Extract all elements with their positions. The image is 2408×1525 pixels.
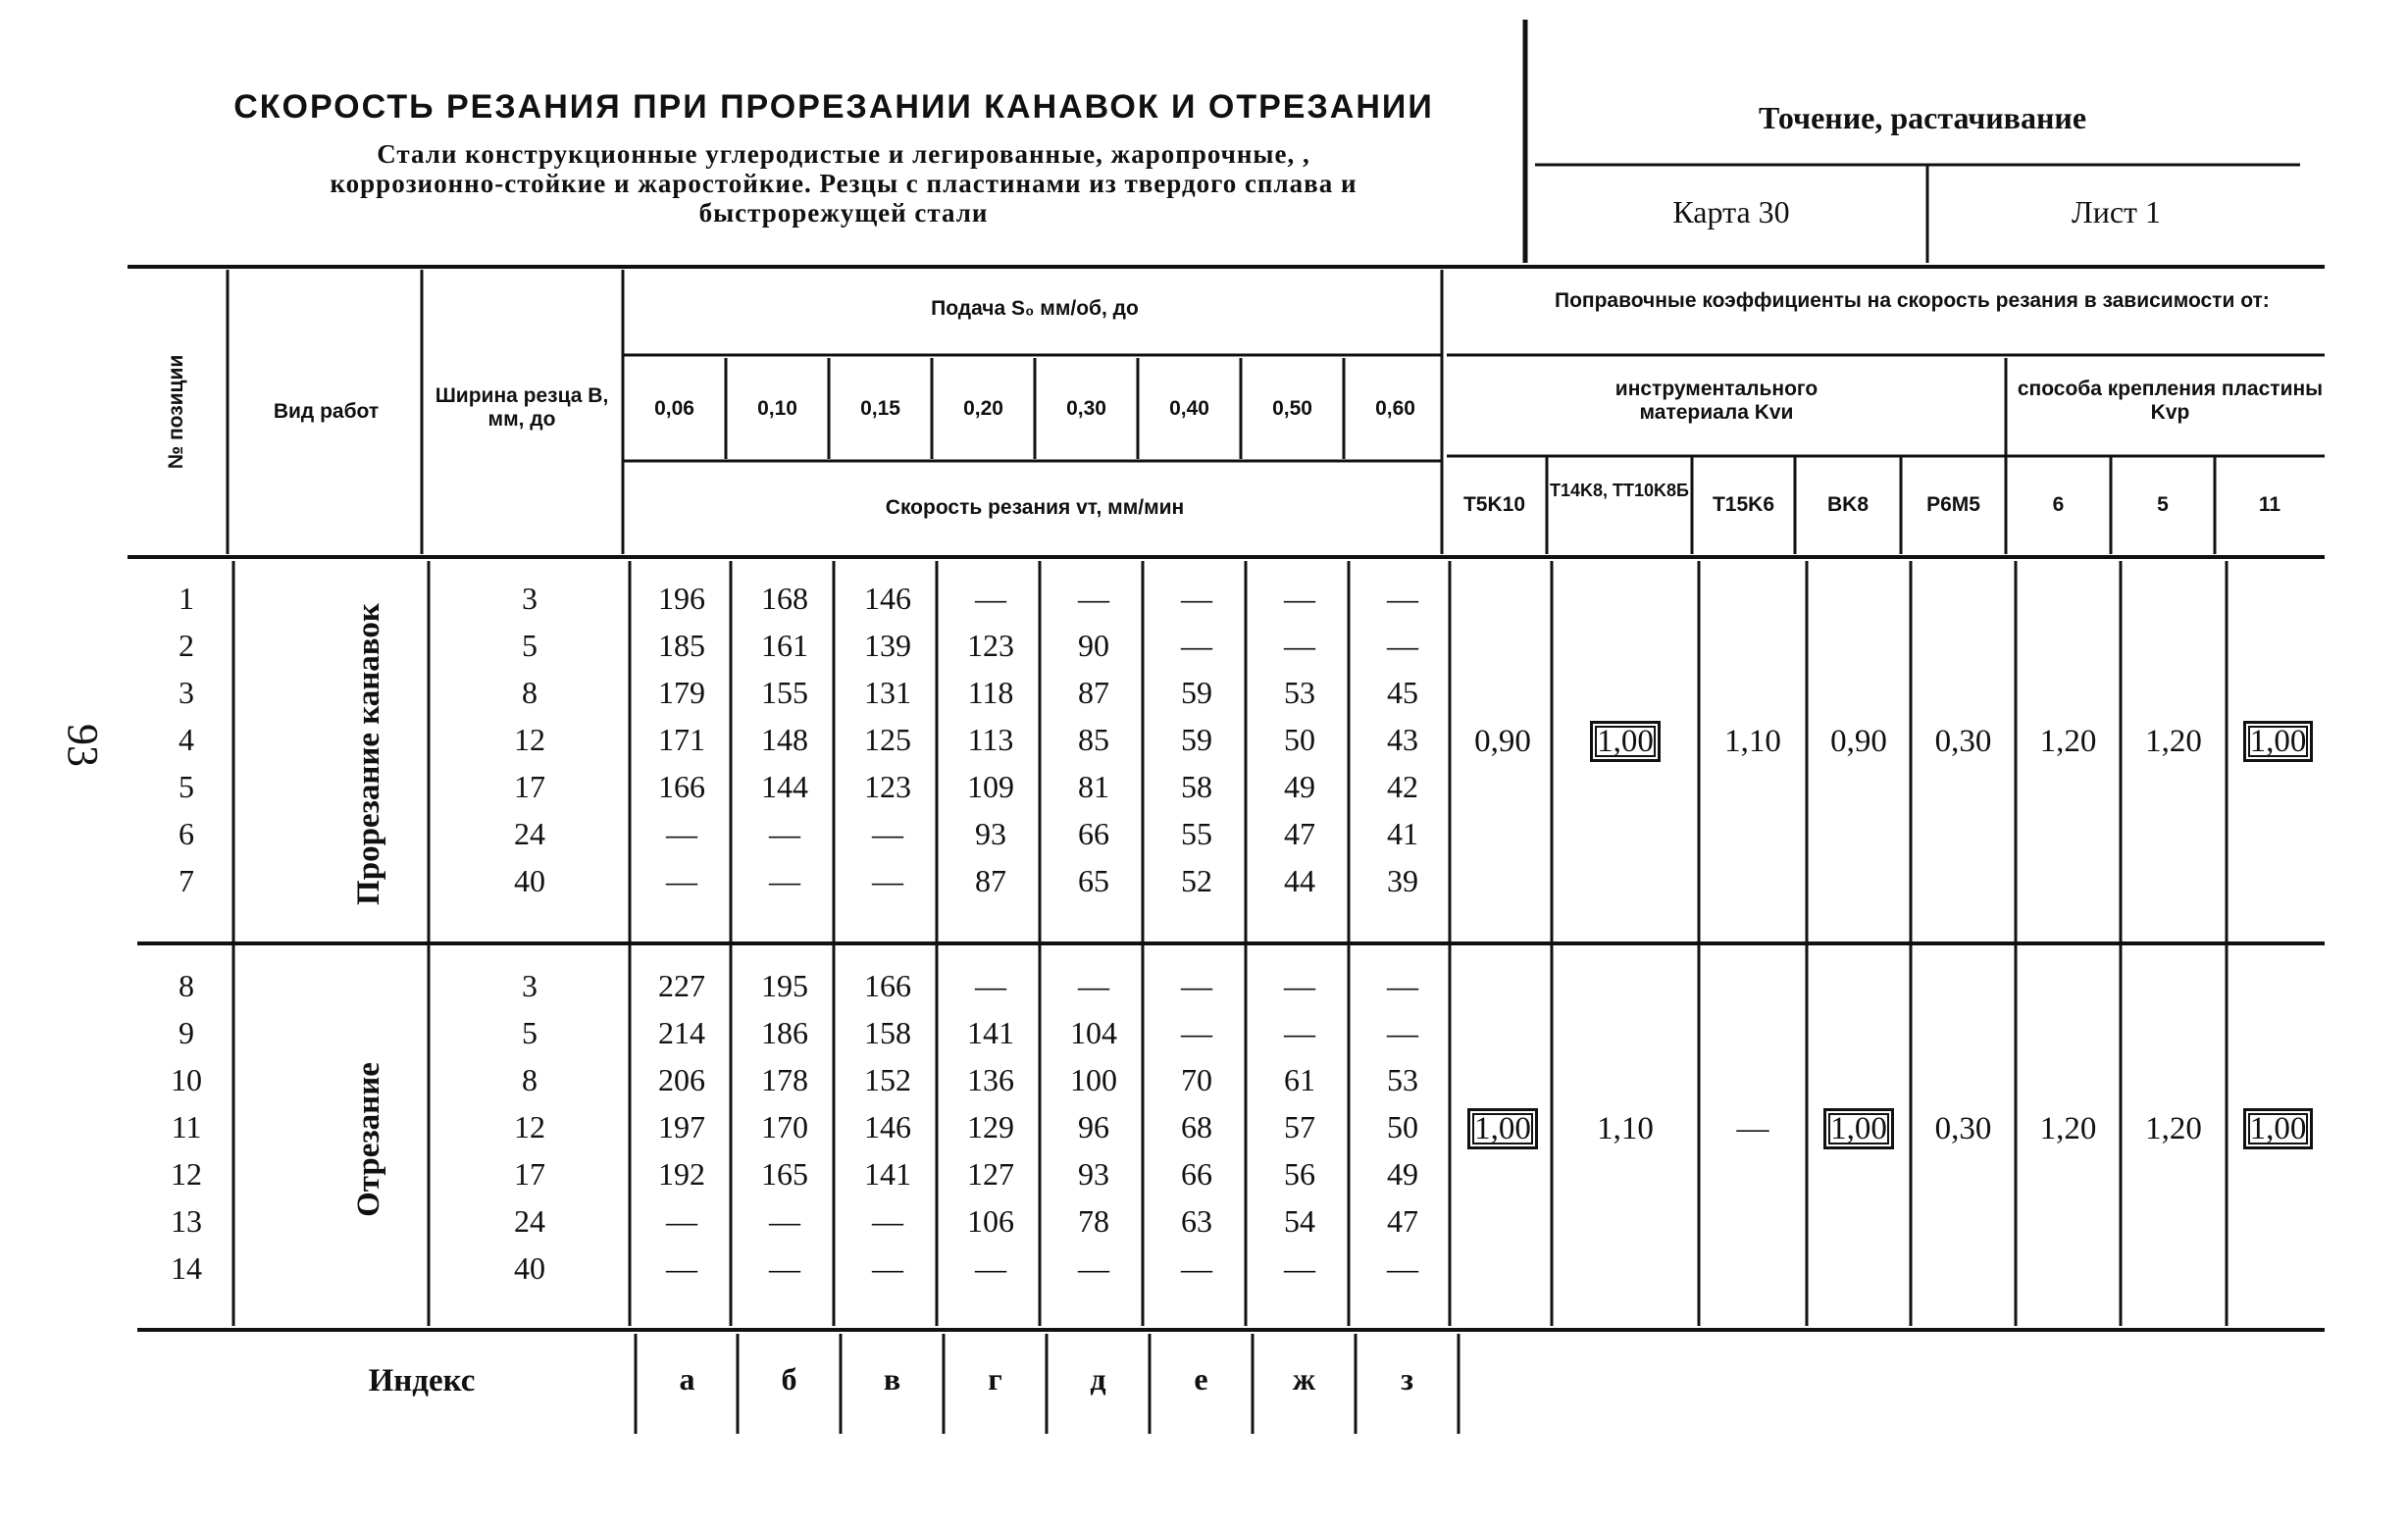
- speed-cell: 78: [1078, 1203, 1109, 1239]
- speed-cell: —: [666, 863, 697, 898]
- position-header: № позиции: [165, 354, 187, 470]
- position-cell: 5: [179, 769, 194, 804]
- width-cell: 3: [522, 581, 538, 616]
- page-number: 93: [59, 724, 107, 767]
- speed-header: Скорость резания vт, мм/мин: [885, 496, 1185, 519]
- speed-cell: 104: [1070, 1015, 1117, 1050]
- width-cell: 8: [522, 1062, 538, 1097]
- speed-cell: —: [769, 1203, 800, 1239]
- speed-cell: 155: [761, 675, 808, 710]
- width-header: Ширина резца B, мм, до: [435, 384, 609, 431]
- width-cell: 12: [514, 1109, 545, 1144]
- feed-value: 0,06: [654, 397, 694, 420]
- index-letter: е: [1194, 1361, 1208, 1397]
- coef-value: 1,00: [2243, 721, 2314, 762]
- subtitle-line-1: Стали конструкционные углеродистые и легированные, жаропрочные, ,: [377, 139, 1310, 169]
- speed-cell: 171: [658, 722, 705, 757]
- speed-cell: 106: [967, 1203, 1014, 1239]
- speed-cell: —: [1387, 1250, 1418, 1286]
- width-cell: 8: [522, 675, 538, 710]
- speed-cell: —: [1387, 581, 1418, 616]
- speed-cell: 41: [1387, 816, 1418, 851]
- speed-cell: 127: [967, 1156, 1014, 1192]
- speed-cell: 53: [1387, 1062, 1418, 1097]
- speed-cell: 44: [1284, 863, 1315, 898]
- speed-cell: —: [769, 1250, 800, 1286]
- coef-value: 1,00: [1823, 1108, 1894, 1149]
- coef-col-header: T14K8, TT10K8Б: [1550, 481, 1689, 500]
- index-label: Индекс: [368, 1363, 476, 1398]
- coef-cell: [2121, 720, 2227, 763]
- speed-cell: 206: [658, 1062, 705, 1097]
- speed-cell: —: [975, 968, 1006, 1003]
- speed-cell: 129: [967, 1109, 1014, 1144]
- speed-cell: 161: [761, 628, 808, 663]
- speed-cell: —: [1181, 1015, 1212, 1050]
- speed-cell: 85: [1078, 722, 1109, 757]
- speed-cell: 197: [658, 1109, 705, 1144]
- coef-value: 0,30: [1934, 1111, 1992, 1146]
- speed-cell: 65: [1078, 863, 1109, 898]
- coef-cell: [1454, 1107, 1552, 1150]
- speed-cell: —: [1181, 1250, 1212, 1286]
- position-cell: 12: [171, 1156, 202, 1192]
- coef-cell: [1552, 1107, 1699, 1150]
- speed-cell: 186: [761, 1015, 808, 1050]
- position-cell: 3: [179, 675, 194, 710]
- coef-col-header: T15K6: [1712, 493, 1775, 516]
- feed-header: Подача S₀ мм/об, до: [931, 297, 1139, 320]
- position-cell: 10: [171, 1062, 202, 1097]
- speed-cell: 158: [864, 1015, 911, 1050]
- speed-cell: —: [1181, 628, 1212, 663]
- width-cell: 5: [522, 628, 538, 663]
- speed-cell: 166: [658, 769, 705, 804]
- speed-cell: 196: [658, 581, 705, 616]
- coef-value: 1,10: [1724, 724, 1781, 759]
- speed-cell: 59: [1181, 675, 1212, 710]
- speed-cell: 50: [1387, 1109, 1418, 1144]
- speed-cell: 61: [1284, 1062, 1315, 1097]
- speed-cell: 165: [761, 1156, 808, 1192]
- speed-cell: 87: [1078, 675, 1109, 710]
- index-letter: в: [883, 1361, 901, 1397]
- coef-col-header: P6M5: [1926, 493, 1980, 516]
- speed-cell: 87: [975, 863, 1006, 898]
- speed-cell: —: [769, 816, 800, 851]
- speed-cell: 148: [761, 722, 808, 757]
- index-letter: д: [1090, 1361, 1106, 1397]
- speed-cell: —: [1284, 628, 1315, 663]
- speed-cell: 170: [761, 1109, 808, 1144]
- position-cell: 13: [171, 1203, 202, 1239]
- speed-cell: 66: [1078, 816, 1109, 851]
- speed-cell: 68: [1181, 1109, 1212, 1144]
- speed-cell: 49: [1284, 769, 1315, 804]
- coef-value: 0,90: [1474, 724, 1531, 759]
- tool-material-header: инструментального материала Kvи: [1614, 378, 1819, 424]
- sheet-label: Лист 1: [2071, 194, 2161, 229]
- speed-cell: 192: [658, 1156, 705, 1192]
- speed-cell: 131: [864, 675, 911, 710]
- speed-cell: 166: [864, 968, 911, 1003]
- coef-value: —: [1736, 1111, 1769, 1146]
- coef-cell: [2227, 720, 2330, 763]
- speed-cell: 90: [1078, 628, 1109, 663]
- speed-cell: 93: [975, 816, 1006, 851]
- document-title: СКОРОСТЬ РЕЗАНИЯ ПРИ ПРОРЕЗАНИИ КАНАВОК И ОТРЕЗАНИИ: [233, 88, 1434, 126]
- width-cell: 40: [514, 863, 545, 898]
- width-cell: 12: [514, 722, 545, 757]
- speed-cell: 53: [1284, 675, 1315, 710]
- speed-cell: 56: [1284, 1156, 1315, 1192]
- coef-col-header: T5K10: [1462, 493, 1526, 516]
- speed-cell: 47: [1387, 1203, 1418, 1239]
- position-cell: 11: [171, 1109, 202, 1144]
- speed-cell: 185: [658, 628, 705, 663]
- subtitle-line-3: быстрорежущей стали: [698, 198, 989, 228]
- fixing-header: способа крепления пластины Kvр: [2017, 378, 2324, 424]
- operation-label: Точение, растачивание: [1758, 100, 2087, 135]
- coef-cell: [1911, 1107, 2016, 1150]
- speed-cell: 168: [761, 581, 808, 616]
- speed-cell: —: [872, 863, 903, 898]
- feed-value: 0,20: [963, 397, 1003, 420]
- width-cell: 40: [514, 1250, 545, 1286]
- index-letter: ж: [1292, 1361, 1316, 1397]
- coef-cell: [1807, 1107, 1911, 1150]
- index-letter: з: [1401, 1361, 1413, 1397]
- coef-cell: [2227, 1107, 2330, 1150]
- coef-cell: [2016, 720, 2121, 763]
- speed-cell: —: [975, 581, 1006, 616]
- position-cell: 6: [179, 816, 194, 851]
- speed-cell: —: [1387, 1015, 1418, 1050]
- speed-cell: 59: [1181, 722, 1212, 757]
- coef-col-header: BK8: [1826, 493, 1869, 516]
- speed-cell: 136: [967, 1062, 1014, 1097]
- position-cell: 8: [179, 968, 194, 1003]
- feed-value: 0,60: [1375, 397, 1415, 420]
- coef-cell: [1552, 720, 1699, 763]
- coef-value: 1,00: [1590, 721, 1661, 762]
- speed-cell: 39: [1387, 863, 1418, 898]
- speed-cell: —: [872, 1203, 903, 1239]
- speed-cell: 49: [1387, 1156, 1418, 1192]
- index-letter: г: [988, 1361, 1002, 1397]
- speed-cell: —: [1284, 1250, 1315, 1286]
- speed-cell: 45: [1387, 675, 1418, 710]
- card-label: Карта 30: [1672, 194, 1790, 229]
- coef-header: Поправочные коэффициенты на скорость резания в зависимости от:: [1555, 289, 2270, 312]
- speed-cell: 81: [1078, 769, 1109, 804]
- speed-cell: —: [769, 863, 800, 898]
- speed-cell: 123: [967, 628, 1014, 663]
- speed-cell: 139: [864, 628, 911, 663]
- coef-col-header: 6: [2052, 493, 2065, 516]
- position-cell: 7: [179, 863, 194, 898]
- speed-cell: —: [1284, 968, 1315, 1003]
- work-type-header: Вид работ: [273, 400, 380, 423]
- coef-cell: [1699, 720, 1807, 763]
- coef-value: 0,90: [1830, 724, 1887, 759]
- speed-cell: 146: [864, 581, 911, 616]
- speed-cell: 214: [658, 1015, 705, 1050]
- speed-cell: 144: [761, 769, 808, 804]
- coef-cell: [2016, 1107, 2121, 1150]
- coef-value: 1,20: [2039, 724, 2097, 759]
- group-label-grooving: Прорезание канавок: [351, 603, 386, 905]
- speed-cell: 123: [864, 769, 911, 804]
- speed-cell: —: [1078, 581, 1109, 616]
- coef-value: 1,00: [1467, 1108, 1538, 1149]
- width-cell: 24: [514, 1203, 545, 1239]
- coef-cell: [1911, 720, 2016, 763]
- coef-value: 1,10: [1597, 1111, 1654, 1146]
- feed-value: 0,15: [860, 397, 900, 420]
- speed-cell: 178: [761, 1062, 808, 1097]
- speed-cell: —: [872, 1250, 903, 1286]
- position-cell: 4: [179, 722, 194, 757]
- speed-cell: —: [1387, 968, 1418, 1003]
- speed-cell: 125: [864, 722, 911, 757]
- speed-cell: 47: [1284, 816, 1315, 851]
- speed-cell: 63: [1181, 1203, 1212, 1239]
- feed-value: 0,30: [1066, 397, 1106, 420]
- width-cell: 5: [522, 1015, 538, 1050]
- speed-cell: 152: [864, 1062, 911, 1097]
- coef-value: 1,00: [2243, 1108, 2314, 1149]
- coef-cell: [2121, 1107, 2227, 1150]
- speed-cell: 42: [1387, 769, 1418, 804]
- speed-cell: —: [1181, 968, 1212, 1003]
- coef-value: 0,30: [1934, 724, 1992, 759]
- speed-cell: 54: [1284, 1203, 1315, 1239]
- speed-cell: —: [666, 816, 697, 851]
- feed-value: 0,40: [1169, 397, 1209, 420]
- coef-cell: [1454, 720, 1552, 763]
- speed-cell: —: [1078, 968, 1109, 1003]
- speed-cell: 141: [967, 1015, 1014, 1050]
- speed-cell: —: [872, 816, 903, 851]
- coef-cell: [1807, 720, 1911, 763]
- speed-cell: 58: [1181, 769, 1212, 804]
- speed-cell: 109: [967, 769, 1014, 804]
- speed-cell: 179: [658, 675, 705, 710]
- speed-cell: —: [1284, 581, 1315, 616]
- speed-cell: 146: [864, 1109, 911, 1144]
- subtitle-line-2: коррозионно-стойкие и жаростойкие. Резцы с пластинами из твердого сплава и: [330, 169, 1358, 198]
- speed-cell: 96: [1078, 1109, 1109, 1144]
- width-cell: 17: [514, 1156, 545, 1192]
- speed-cell: 57: [1284, 1109, 1315, 1144]
- position-cell: 14: [171, 1250, 202, 1286]
- speed-cell: 55: [1181, 816, 1212, 851]
- width-cell: 17: [514, 769, 545, 804]
- speed-cell: 100: [1070, 1062, 1117, 1097]
- speed-cell: 113: [967, 722, 1014, 757]
- speed-cell: —: [666, 1203, 697, 1239]
- speed-cell: 93: [1078, 1156, 1109, 1192]
- speed-cell: 195: [761, 968, 808, 1003]
- speed-cell: —: [1078, 1250, 1109, 1286]
- feed-value: 0,50: [1272, 397, 1312, 420]
- speed-cell: 227: [658, 968, 705, 1003]
- coef-value: 1,20: [2145, 724, 2202, 759]
- position-cell: 1: [179, 581, 194, 616]
- speed-cell: 43: [1387, 722, 1418, 757]
- speed-cell: 118: [967, 675, 1014, 710]
- coef-cell: [1699, 1107, 1807, 1150]
- speed-cell: 141: [864, 1156, 911, 1192]
- coef-col-header: 11: [2258, 493, 2281, 516]
- width-cell: 24: [514, 816, 545, 851]
- coef-col-header: 5: [2157, 493, 2169, 516]
- speed-cell: 50: [1284, 722, 1315, 757]
- speed-cell: —: [666, 1250, 697, 1286]
- speed-cell: 66: [1181, 1156, 1212, 1192]
- group-label-parting: Отрезание: [351, 1062, 386, 1217]
- feed-value: 0,10: [757, 397, 797, 420]
- width-cell: 3: [522, 968, 538, 1003]
- speed-cell: 70: [1181, 1062, 1212, 1097]
- speed-cell: —: [1284, 1015, 1315, 1050]
- index-letter: а: [679, 1361, 695, 1397]
- coef-value: 1,20: [2039, 1111, 2097, 1146]
- speed-cell: 52: [1181, 863, 1212, 898]
- index-letter: б: [781, 1361, 797, 1397]
- speed-cell: —: [975, 1250, 1006, 1286]
- speed-cell: —: [1387, 628, 1418, 663]
- position-cell: 9: [179, 1015, 194, 1050]
- position-cell: 2: [179, 628, 194, 663]
- speed-cell: —: [1181, 581, 1212, 616]
- coef-value: 1,20: [2145, 1111, 2202, 1146]
